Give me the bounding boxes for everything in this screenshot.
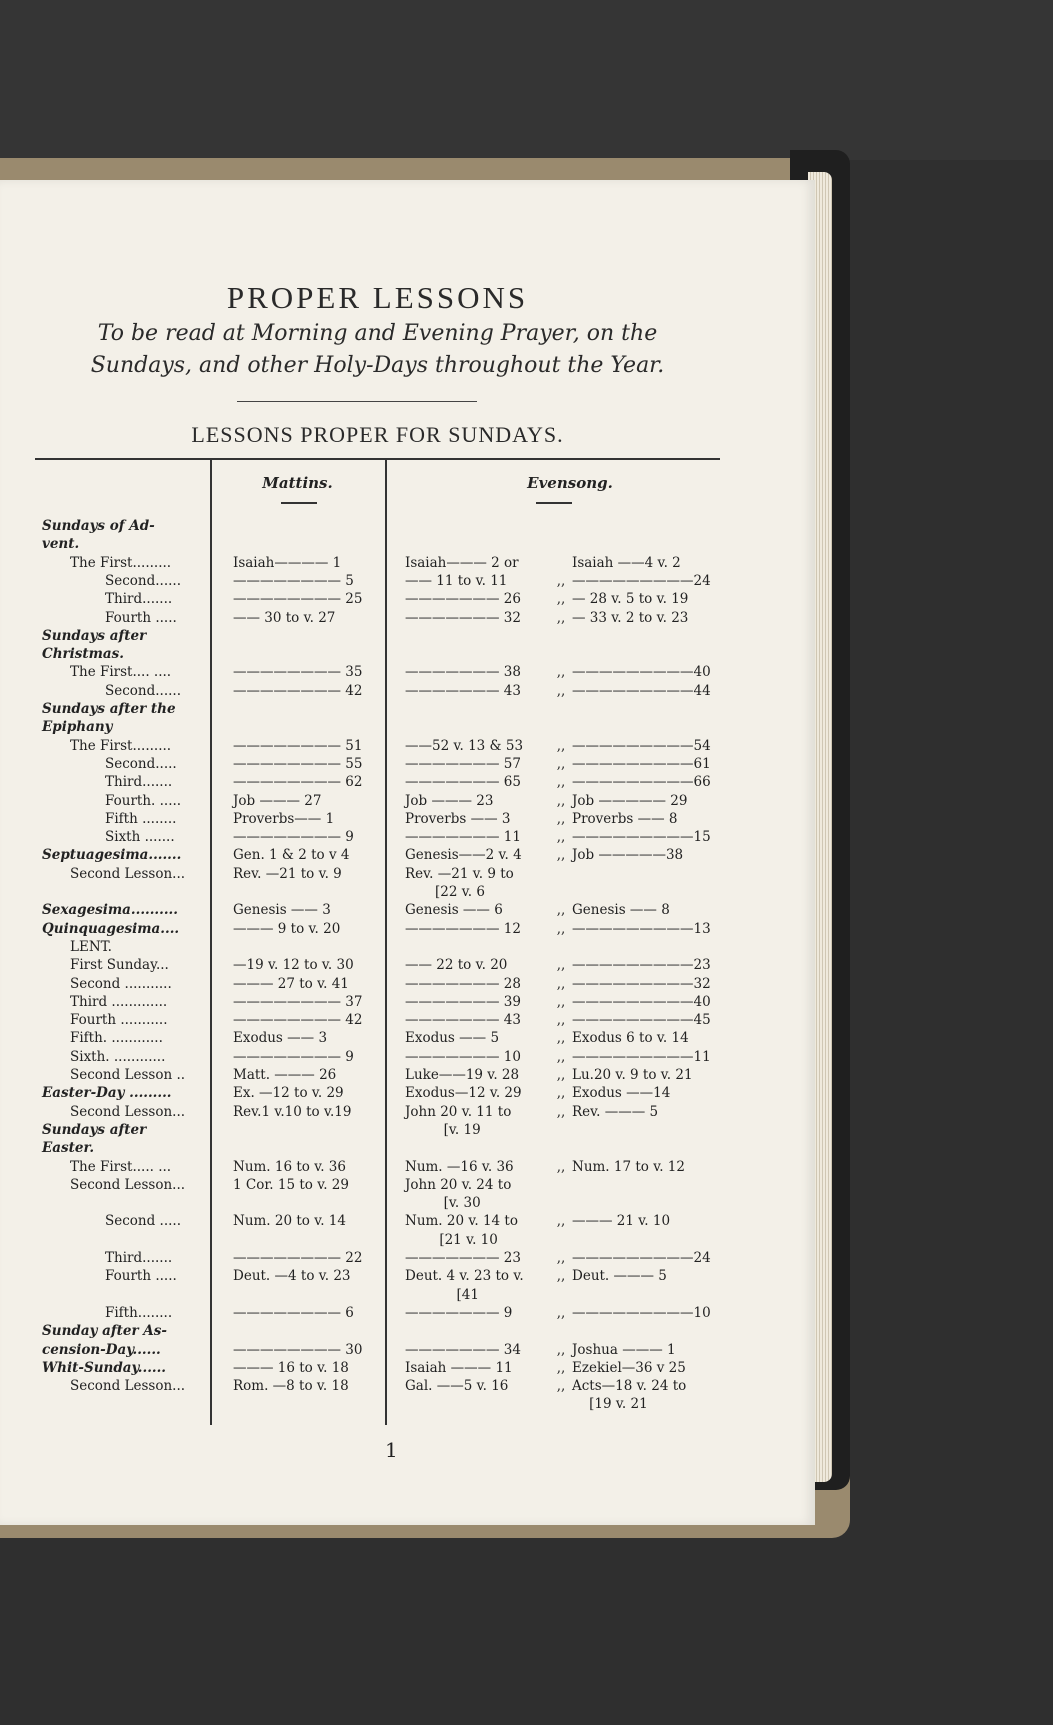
evensong-cell: John 20 v. 24 to: [405, 1176, 512, 1193]
evensong-cell: Isaiah——— 2 or: [405, 554, 519, 571]
row-label: Sixth. ............: [70, 1048, 166, 1065]
page-number: 1: [385, 1438, 398, 1462]
alternate-cell: Rev. ——— 5: [572, 1103, 659, 1120]
ditto-mark: ,,: [556, 682, 566, 699]
evensong-cell: ——52 v. 13 & 53: [405, 737, 524, 754]
evensong-cell: ——————— 9: [405, 1304, 513, 1321]
mattins-cell: ——— 27 to v. 41: [233, 975, 349, 992]
evensong-header-dash: [536, 502, 572, 504]
mattins-cell: Genesis —— 3: [233, 902, 331, 919]
ditto-mark: ,,: [556, 1012, 566, 1029]
alternate-cell: ——— 21 v. 10: [572, 1213, 671, 1230]
mattins-cell: ———————— 35: [233, 664, 363, 681]
alternate-cell: —————————23: [572, 957, 711, 974]
subtitle-line-1: To be read at Morning and Evening Prayer, on the: [97, 321, 658, 346]
alternate-cell: — 28 v. 5 to v. 19: [572, 591, 689, 608]
ditto-mark: ,,: [556, 774, 566, 791]
alternate-cell: —————————44: [572, 682, 711, 699]
ditto-mark: ,,: [556, 847, 566, 864]
mattins-cell: ——— 16 to v. 18: [233, 1359, 349, 1376]
evensong-cell: ——————— 65: [405, 774, 521, 791]
alternate-cell: Deut. ——— 5: [572, 1268, 667, 1285]
row-label: Sundays of Ad-: [42, 518, 155, 534]
alternate-cell: [19 v. 21: [572, 1396, 648, 1413]
ditto-mark: ,,: [556, 609, 566, 626]
mattins-cell: Ex. —12 to v. 29: [233, 1085, 344, 1102]
row-label: vent.: [42, 536, 80, 553]
row-label: Sundays after: [42, 1121, 147, 1138]
alternate-cell: —————————61: [572, 755, 711, 772]
page-title: PROPER LESSONS: [226, 280, 529, 315]
evensong-cell: ——————— 11: [405, 829, 521, 846]
ditto-mark: ,,: [556, 829, 566, 846]
book-page: [0, 180, 815, 1525]
evensong-cell: [41: [405, 1286, 479, 1303]
evensong-cell: ——————— 10: [405, 1048, 521, 1065]
alternate-cell: —————————54: [572, 737, 711, 754]
mattins-cell: Matt. ——— 26: [233, 1067, 337, 1083]
evensong-cell: Exodus —— 5: [405, 1030, 500, 1047]
row-label: The First..... ...: [70, 1158, 172, 1175]
mattins-cell: Rev.1 v.10 to v.19: [233, 1103, 352, 1120]
alternate-cell: —————————24: [572, 1250, 711, 1266]
ditto-mark: ,,: [556, 920, 566, 937]
alternate-cell: Job —————38: [572, 847, 684, 864]
alternate-cell: Exodus 6 to v. 14: [572, 1030, 689, 1047]
mattins-cell: ———————— 6: [233, 1304, 354, 1321]
evensong-cell: Rev. —21 v. 9 to: [405, 865, 514, 882]
evensong-cell: ——————— 57: [405, 755, 521, 772]
row-label: Second Lesson ..: [70, 1067, 186, 1083]
alternate-cell: — 33 v. 2 to v. 23: [572, 609, 689, 626]
mattins-cell: Num. 16 to v. 36: [233, 1158, 346, 1175]
evensong-cell: Isaiah ——— 11: [405, 1359, 513, 1376]
ditto-mark: ,,: [556, 1048, 566, 1065]
mattins-header: Mattins.: [262, 474, 333, 492]
evensong-cell: Genesis —— 6: [405, 902, 503, 919]
ditto-mark: ,,: [556, 993, 566, 1010]
mattins-cell: ———————— 22: [233, 1250, 363, 1266]
alternate-cell: —————————24: [572, 572, 711, 589]
row-label: Fifth ........: [105, 810, 177, 827]
evensong-cell: ——————— 43: [405, 1012, 521, 1029]
mattins-cell: ———————— 37: [233, 993, 363, 1010]
ditto-mark: ,,: [556, 792, 566, 809]
row-label: Second Lesson...: [70, 1176, 186, 1193]
row-label: Third.......: [105, 774, 173, 791]
ditto-mark: ,,: [556, 1250, 566, 1266]
alternate-cell: Isaiah ——4 v. 2: [572, 554, 681, 571]
row-label: LENT.: [70, 938, 112, 955]
mattins-cell: ———————— 5: [233, 572, 354, 589]
alternate-cell: Exodus ——14: [572, 1085, 671, 1102]
evensong-cell: Deut. 4 v. 23 to v.: [405, 1268, 524, 1285]
alternate-cell: Proverbs —— 8: [572, 810, 678, 827]
ditto-mark: ,,: [556, 1378, 566, 1395]
mattins-cell: Rev. —21 to v. 9: [233, 865, 342, 882]
evensong-cell: ——————— 12: [405, 920, 521, 937]
evensong-cell: [22 v. 6: [405, 884, 485, 900]
row-label: Easter.: [42, 1140, 95, 1157]
alternate-cell: Num. 17 to v. 12: [572, 1158, 685, 1175]
alternate-cell: Joshua ——— 1: [572, 1341, 676, 1358]
ditto-mark: ,,: [556, 1067, 566, 1083]
evensong-cell: ——————— 34: [405, 1341, 521, 1358]
mattins-cell: Gen. 1 & 2 to v 4: [233, 847, 350, 864]
subtitle-line-2: Sundays, and other Holy-Days throughout the Year.: [90, 353, 665, 378]
row-label: Sexagesima..........: [42, 902, 178, 919]
ditto-mark: ,,: [556, 1103, 566, 1120]
row-label: Third.......: [105, 591, 173, 608]
ditto-mark: ,,: [556, 810, 566, 827]
row-label: Third .............: [70, 993, 168, 1010]
mattins-cell: Rom. —8 to v. 18: [233, 1378, 349, 1395]
evensong-cell: Job ——— 23: [405, 792, 494, 809]
alternate-cell: —————————10: [572, 1304, 711, 1321]
row-label: Fifth. ............: [70, 1030, 163, 1047]
alternate-cell: Lu.20 v. 9 to v. 21: [572, 1067, 693, 1083]
row-label: Epiphany: [42, 719, 113, 736]
row-label: Third.......: [105, 1250, 173, 1266]
ditto-mark: ,,: [556, 591, 566, 608]
evensong-cell: Luke——19 v. 28: [405, 1067, 520, 1083]
column-rule-2: [385, 460, 387, 1425]
row-label: Whit-Sunday......: [42, 1359, 167, 1376]
evensong-cell: ——————— 38: [405, 664, 521, 681]
ditto-mark: ,,: [556, 1359, 566, 1376]
row-label: Quinquagesima....: [42, 920, 180, 937]
mattins-cell: Deut. —4 to v. 23: [233, 1268, 351, 1285]
mattins-cell: ———————— 55: [233, 755, 363, 772]
ditto-mark: ,,: [556, 1030, 566, 1047]
row-label: Christmas.: [42, 646, 124, 663]
ditto-mark: ,,: [556, 737, 566, 754]
row-label: Fifth........: [105, 1304, 173, 1321]
evensong-cell: ——————— 32: [405, 609, 521, 626]
mattins-cell: ———————— 9: [233, 1048, 354, 1065]
row-label: Second .....: [105, 1213, 182, 1230]
row-label: The First.........: [70, 554, 172, 571]
mattins-cell: ——— 9 to v. 20: [233, 920, 341, 937]
evensong-cell: [21 v. 10: [405, 1231, 498, 1248]
mattins-cell: Isaiah———— 1: [233, 554, 342, 571]
alternate-cell: Job ————— 29: [572, 792, 688, 809]
evensong-cell: Exodus—12 v. 29: [405, 1085, 522, 1102]
row-label: Sundays after: [42, 627, 147, 644]
evensong-cell: ——————— 43: [405, 682, 521, 699]
row-label: Fourth .....: [105, 609, 177, 626]
row-label: Fourth ...........: [70, 1012, 168, 1029]
row-label: Second Lesson...: [70, 1378, 186, 1395]
ditto-mark: ,,: [556, 664, 566, 681]
mattins-cell: Proverbs—— 1: [233, 810, 335, 827]
row-label: Second Lesson...: [70, 865, 186, 882]
evensong-header: Evensong.: [527, 474, 613, 492]
evensong-cell: ——————— 23: [405, 1250, 521, 1266]
row-label: Second......: [105, 572, 182, 589]
row-label: Second......: [105, 682, 182, 699]
mattins-cell: —— 30 to v. 27: [233, 609, 336, 626]
ditto-mark: ,,: [556, 957, 566, 974]
ditto-mark: ,,: [556, 1158, 566, 1175]
alternate-cell: Genesis —— 8: [572, 902, 670, 919]
row-label: Second.....: [105, 755, 177, 772]
evensong-cell: ——————— 28: [405, 975, 521, 992]
row-label: Fourth. .....: [105, 792, 182, 809]
mattins-cell: ———————— 9: [233, 829, 354, 846]
alternate-cell: —————————15: [572, 829, 711, 846]
row-label: Easter-Day .........: [42, 1085, 172, 1102]
ditto-mark: ,,: [556, 975, 566, 992]
evensong-cell: [v. 19: [405, 1121, 481, 1138]
table-top-rule: [35, 458, 720, 460]
row-label: The First.........: [70, 737, 172, 754]
column-rule-1: [210, 460, 212, 1425]
ditto-mark: ,,: [556, 1304, 566, 1321]
ditto-mark: ,,: [556, 572, 566, 589]
background: [0, 0, 1053, 160]
evensong-cell: Num. —16 v. 36: [405, 1158, 514, 1175]
alternate-cell: —————————66: [572, 774, 711, 791]
alternate-cell: —————————11: [572, 1048, 711, 1065]
section-title: LESSONS PROPER FOR SUNDAYS.: [191, 422, 564, 447]
mattins-cell: Num. 20 to v. 14: [233, 1213, 346, 1230]
ditto-mark: ,,: [556, 902, 566, 919]
alternate-cell: —————————40: [572, 993, 711, 1010]
divider: [237, 401, 477, 402]
alternate-cell: —————————45: [572, 1012, 711, 1029]
ditto-mark: ,,: [556, 755, 566, 772]
row-label: First Sunday...: [70, 957, 169, 974]
evensong-cell: John 20 v. 11 to: [405, 1103, 512, 1120]
row-label: Sunday after As-: [42, 1323, 167, 1340]
evensong-cell: Num. 20 v. 14 to: [405, 1213, 518, 1230]
evensong-cell: Genesis——2 v. 4: [405, 847, 522, 864]
alternate-cell: Ezekiel—36 v 25: [572, 1359, 686, 1376]
evensong-cell: [v. 30: [405, 1195, 481, 1212]
ditto-mark: ,,: [556, 1085, 566, 1102]
row-label: Second ...........: [70, 975, 172, 992]
evensong-cell: ——————— 39: [405, 993, 521, 1010]
row-label: Septuagesima.......: [42, 847, 182, 864]
mattins-cell: ———————— 42: [233, 682, 363, 699]
row-label: Sixth .......: [105, 829, 175, 846]
alternate-cell: —————————32: [572, 975, 711, 992]
evensong-cell: —— 22 to v. 20: [405, 957, 508, 974]
mattins-cell: ———————— 51: [233, 737, 363, 754]
alternate-cell: —————————40: [572, 664, 711, 681]
mattins-header-dash: [281, 502, 317, 504]
evensong-cell: Proverbs —— 3: [405, 810, 511, 827]
mattins-cell: ———————— 62: [233, 774, 363, 791]
row-label: Fourth .....: [105, 1268, 177, 1285]
ditto-mark: ,,: [556, 1341, 566, 1358]
mattins-cell: Job ——— 27: [233, 792, 322, 809]
evensong-cell: —— 11 to v. 11: [405, 572, 508, 589]
mattins-cell: 1 Cor. 15 to v. 29: [233, 1176, 349, 1193]
alternate-cell: Acts—18 v. 24 to: [572, 1378, 687, 1395]
mattins-cell: Exodus —— 3: [233, 1030, 328, 1047]
row-label: cension-Day......: [42, 1341, 161, 1358]
alternate-cell: —————————13: [572, 920, 711, 937]
mattins-cell: ———————— 30: [233, 1341, 363, 1358]
mattins-cell: ———————— 25: [233, 591, 363, 608]
evensong-cell: ——————— 26: [405, 591, 521, 608]
ditto-mark: ,,: [556, 1213, 566, 1230]
row-label: The First.... ....: [70, 664, 172, 681]
mattins-cell: ———————— 42: [233, 1012, 363, 1029]
mattins-cell: —19 v. 12 to v. 30: [233, 957, 354, 974]
row-label: Second Lesson...: [70, 1103, 186, 1120]
row-label: Sundays after the: [42, 701, 176, 717]
ditto-mark: ,,: [556, 1268, 566, 1285]
evensong-cell: Gal. ——5 v. 16: [405, 1378, 509, 1395]
